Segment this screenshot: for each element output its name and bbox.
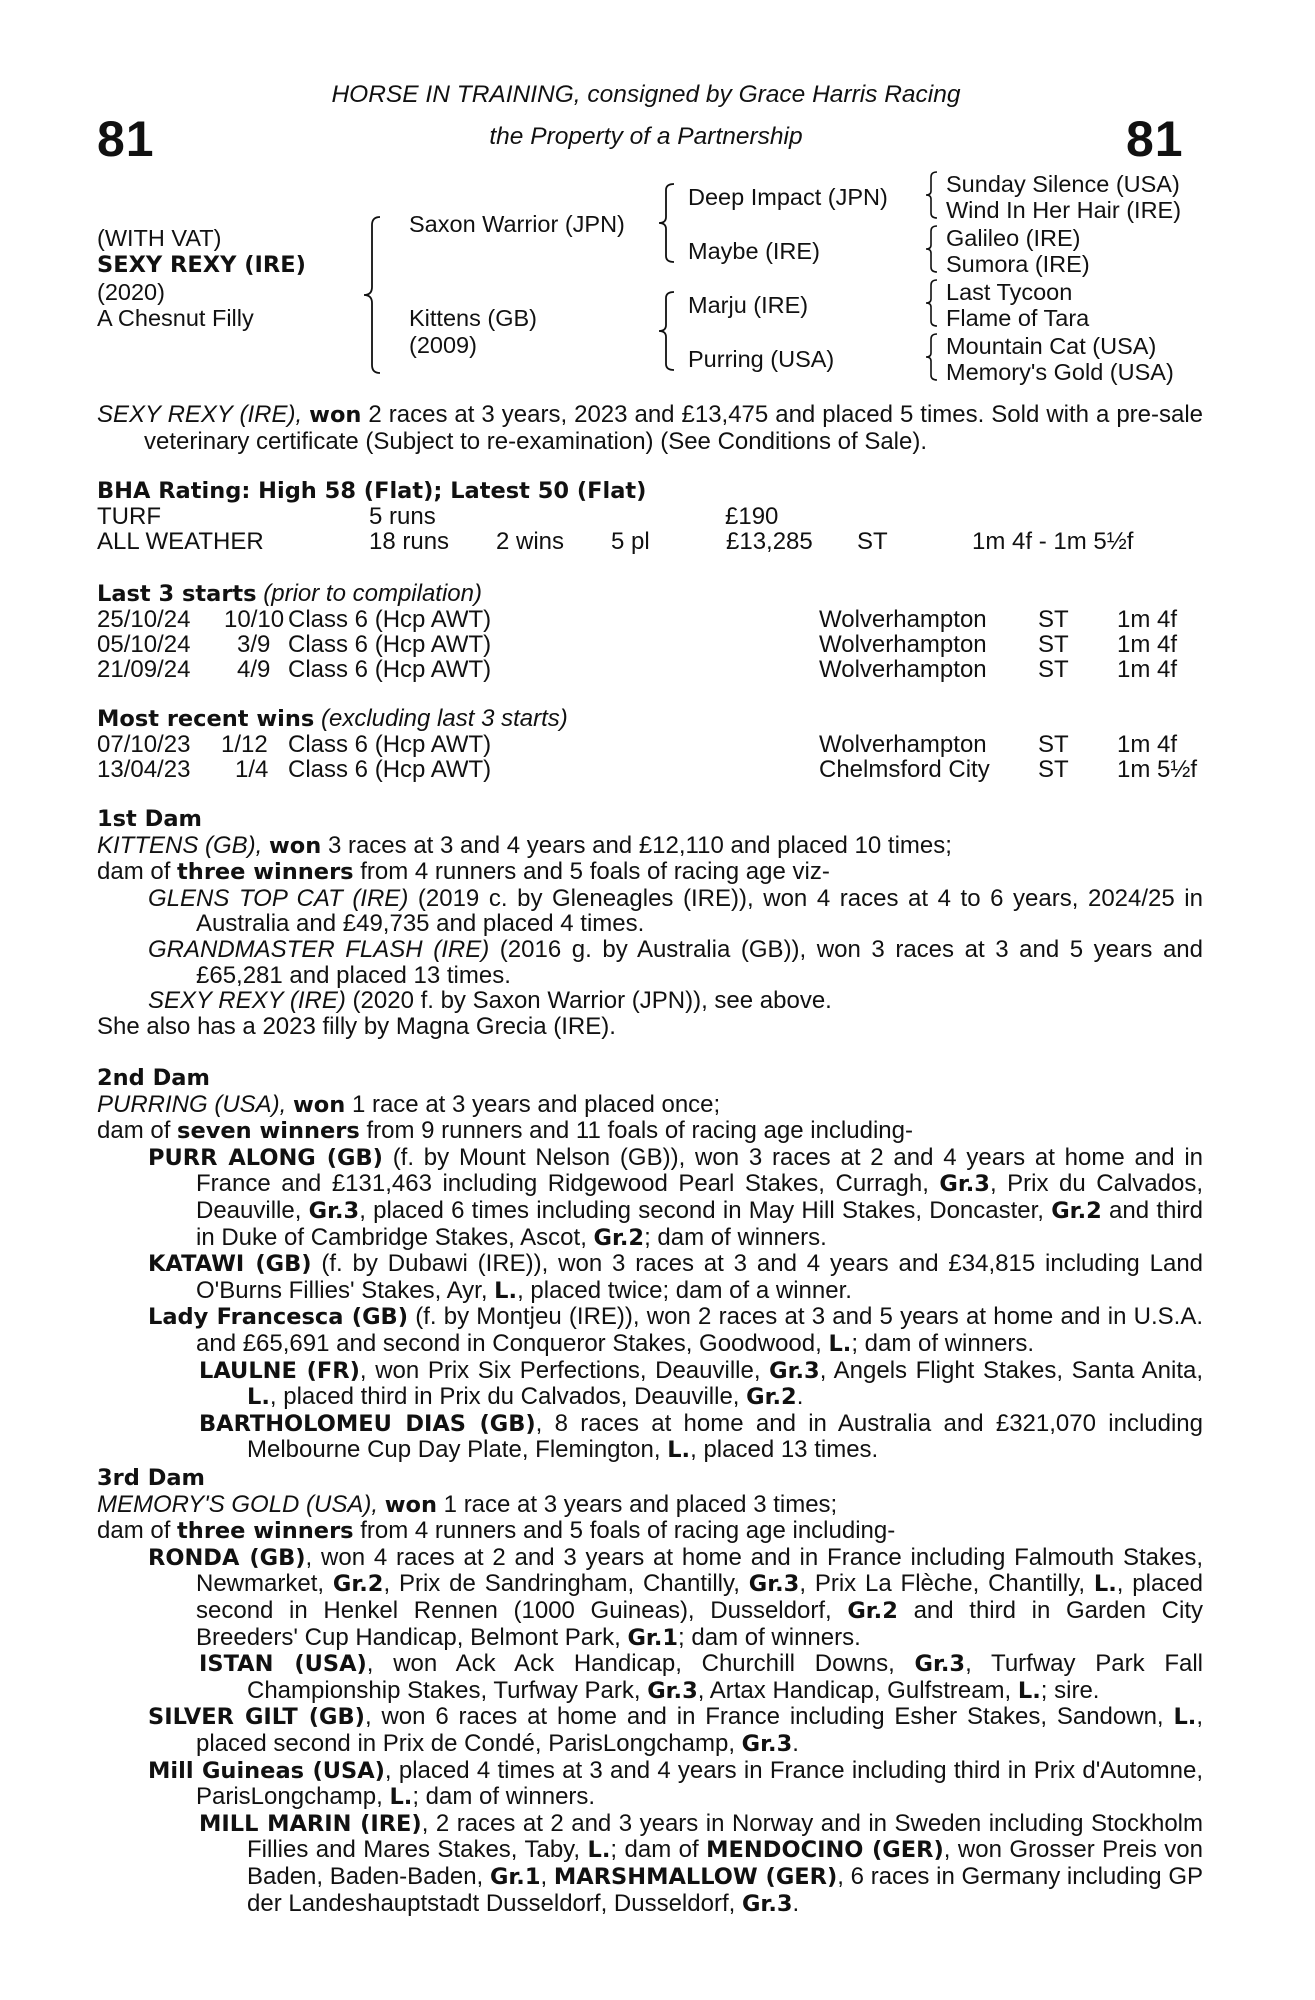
summary-text: 2 races at 3 years, 2023 and £13,475 and placed 5 times. Sold with a pre-sale veterinary certificate (Subject to re-examination) (See Conditions of Sale).: [144, 401, 1204, 455]
recent-heading: [97, 706, 568, 733]
pedigree-brace-sire: [656, 182, 678, 264]
progeny-text: ; sire.: [1040, 1676, 1100, 1704]
third-dam-runners: from 4 runners and 5 foals of racing age including-: [360, 1517, 896, 1545]
progeny-text: (f. by Mount Nelson (GB)), won 3 races at 2 and 4 years at home and in France and £131,463 including Ridgewood Pearl Stakes, Curragh,: [196, 1143, 1204, 1198]
progeny-entry: [148, 988, 1203, 1014]
progeny-entry: [148, 1704, 1203, 1757]
win-position: 1/4: [235, 756, 269, 783]
race-grade: Gr.2: [332, 1571, 384, 1598]
second-dam-won: won: [293, 1091, 346, 1118]
race-grade: L.: [389, 1784, 413, 1811]
pedigree-dam-dam: Purring (USA): [688, 346, 835, 372]
progeny-record: (2020 f. by Saxon Warrior (JPN)), see above.: [352, 987, 832, 1015]
third-dam-record: 1 race at 3 years and placed 3 times;: [443, 1490, 838, 1518]
second-dam-winners: seven winners: [177, 1118, 360, 1145]
progeny-text: ; dam of winners.: [412, 1783, 596, 1811]
progeny-entry: [148, 886, 1203, 937]
second-dam-record: 1 race at 3 years and placed once;: [351, 1090, 721, 1118]
race-grade: L.: [1093, 1571, 1117, 1598]
last3-heading: [97, 581, 482, 608]
race-grade: Gr.3: [647, 1677, 698, 1704]
progeny-name: LAULNE (FR): [199, 1357, 360, 1384]
first-dam-winners: three winners: [177, 859, 354, 886]
pedigree-gg-8: Memory's Gold (USA): [946, 359, 1174, 385]
race-grade: Gr.2: [746, 1384, 797, 1411]
progeny-entry: [199, 1651, 1203, 1704]
progeny-entry: [199, 1358, 1203, 1411]
recent-title: Most recent wins: [97, 706, 315, 732]
progeny-text: .: [792, 1729, 799, 1757]
pedigree-sire-sire: Deep Impact (JPN): [688, 184, 888, 210]
first-dam-runners: from 4 runners and 5 foals of racing age viz-: [360, 858, 830, 886]
progeny-entry: [199, 1411, 1203, 1464]
win-course: Wolverhampton: [819, 731, 987, 758]
race-grade: Gr.3: [748, 1571, 800, 1598]
win-going: ST: [1038, 756, 1069, 783]
first-dam-section: [97, 807, 1203, 1039]
progeny-text: , placed second in Prix de Condé, ParisLongchamp,: [196, 1703, 1204, 1757]
third-dam-winners: three winners: [177, 1518, 354, 1545]
progeny-name: ISTAN (USA): [199, 1651, 367, 1678]
race-grade: Gr.3: [914, 1651, 966, 1678]
rating-places: 5 pl: [611, 528, 650, 555]
progeny-highlight: MARSHMALLOW (GER): [553, 1863, 838, 1890]
progeny-record: (2016 g. by Australia (GB)), won 3 races at 3 and 5 years and £65,281 and placed 13 times.: [196, 935, 1203, 989]
rating-earnings: £13,285: [726, 528, 813, 555]
pedigree-sire: Saxon Warrior (JPN): [409, 211, 625, 237]
progeny-entry: [148, 1545, 1203, 1651]
pedigree-dam-sire: Marju (IRE): [688, 292, 809, 318]
progeny-name: BARTHOLOMEU DIAS (GB): [199, 1410, 536, 1437]
race-grade: Gr.2: [593, 1224, 645, 1251]
rating-runs: 18 runs: [369, 528, 450, 555]
progeny-entry: [148, 1251, 1203, 1304]
progeny-record: (2019 c. by Gleneagles (IRE)), won 4 races at 4 to 6 years, 2024/25 in Australia and £49,735 and placed 4 times.: [196, 884, 1203, 938]
pedigree-sire-dam: Maybe (IRE): [688, 238, 820, 264]
race-grade: Gr.2: [847, 1597, 898, 1624]
first-dam-heading: 1st Dam: [97, 806, 202, 832]
progeny-text: .: [792, 1889, 800, 1917]
pedigree-brace-gg3: [924, 278, 940, 328]
lot-number-left: 81: [97, 111, 155, 167]
last3-row: [97, 631, 1217, 657]
second-dam-of: dam of: [97, 1117, 171, 1145]
rating-row-aw: [97, 528, 1217, 554]
race-grade: Gr.3: [769, 1357, 820, 1384]
progeny-entry: [148, 1758, 1203, 1811]
first-dam-name: KITTENS (GB),: [97, 831, 263, 859]
race-grade: L.: [587, 1837, 611, 1864]
win-distance: 1m 4f: [1117, 731, 1178, 758]
pedigree-brace-gg4: [924, 332, 940, 382]
progeny-text: , Prix du Calvados, Deauville,: [196, 1170, 1203, 1224]
third-dam-section: [97, 1466, 1203, 1917]
rating-distance: 1m 4f - 1m 5½f: [972, 528, 1134, 555]
lot-number-right: 81: [1126, 111, 1184, 167]
horse-year: (2020): [97, 279, 165, 305]
progeny-text: , Prix La Flèche, Chantilly,: [799, 1570, 1086, 1598]
property-line: the Property of a Partnership: [489, 123, 803, 150]
recent-row: [97, 731, 1217, 757]
progeny-entry: [148, 1145, 1203, 1251]
pedigree-gg-5: Last Tycoon: [946, 279, 1073, 305]
last3-row: [97, 656, 1217, 682]
start-date: 05/10/24: [97, 631, 191, 658]
start-date: 25/10/24: [97, 606, 191, 633]
summary-won: won: [309, 402, 362, 428]
pedigree-gg-2: Wind In Her Hair (IRE): [946, 197, 1182, 223]
summary-horse-name: SEXY REXY (IRE),: [97, 401, 303, 428]
rating-wins: 2 wins: [496, 528, 565, 555]
race-grade: Gr.1: [489, 1863, 541, 1890]
race-grade: L.: [494, 1277, 518, 1304]
progeny-text: , placed third in Prix du Calvados, Deauville,: [269, 1383, 740, 1411]
progeny-text: , placed twice; dam of a winner.: [517, 1276, 852, 1304]
first-dam-of: dam of: [97, 858, 171, 886]
progeny-text: , 8 races at home and in Australia and £321,070 including Melbourne Cup Day Plate, Flemington,: [247, 1409, 1203, 1464]
third-dam-name: MEMORY'S GOLD (USA),: [97, 1490, 379, 1518]
rating-surface: ALL WEATHER: [97, 528, 264, 555]
progeny-name: SEXY REXY (IRE): [148, 987, 346, 1015]
start-course: Wolverhampton: [819, 606, 987, 633]
progeny-name: GLENS TOP CAT (IRE): [148, 884, 409, 912]
horse-description: A Chesnut Filly: [97, 305, 254, 331]
start-going: ST: [1038, 606, 1069, 633]
race-grade: L.: [1017, 1677, 1041, 1704]
last3-row: [97, 606, 1217, 632]
pedigree-brace-gg1: [924, 170, 940, 220]
progeny-text: , Artax Handicap, Gulfstream,: [697, 1676, 1012, 1704]
race-grade: L.: [247, 1384, 270, 1411]
recent-row: [97, 756, 1217, 782]
race-grade: Gr.1: [627, 1624, 679, 1651]
pedigree-brace-main: [360, 215, 384, 375]
progeny-text: , won 6 races at home and in France including Esher Stakes, Sandown,: [364, 1703, 1164, 1731]
progeny-text: ; dam of: [610, 1836, 699, 1864]
progeny-entry: [199, 1811, 1203, 1917]
vat-label: (WITH VAT): [97, 225, 222, 251]
race-grade: Gr.3: [308, 1197, 360, 1224]
pedigree-gg-1: Sunday Silence (USA): [946, 171, 1180, 197]
progeny-entry: [148, 1304, 1203, 1357]
third-dam-heading: 3rd Dam: [97, 1465, 205, 1491]
last3-title: Last 3 starts: [97, 581, 257, 607]
start-going: ST: [1038, 631, 1069, 658]
second-dam-heading: 2nd Dam: [97, 1065, 210, 1091]
progeny-text: , placed 6 times including second in May Hill Stakes, Doncaster,: [359, 1196, 1044, 1224]
recent-note: (excluding last 3 starts): [320, 705, 568, 732]
progeny-text: , Prix de Sandringham, Chantilly,: [383, 1570, 740, 1598]
progeny-name: GRANDMASTER FLASH (IRE): [148, 935, 490, 963]
start-distance: 1m 4f: [1117, 631, 1178, 658]
first-dam-note: She also has a 2023 filly by Magna Grecia (IRE).: [97, 1012, 616, 1040]
consignor-line: HORSE IN TRAINING, consigned by Grace Harris Racing: [331, 81, 961, 108]
race-grade: L.: [1173, 1704, 1197, 1731]
rating-going: ST: [857, 528, 888, 555]
summary-paragraph: [97, 402, 1203, 454]
rating-row-turf: [97, 503, 1217, 529]
progeny-text: (f. by Montjeu (IRE)), won 2 races at 3 and 5 years at home and in U.S.A. and £65,691 and second in Conqueror Stakes, Goodwood,: [196, 1303, 1203, 1357]
third-dam-won: won: [384, 1491, 437, 1518]
pedigree-gg-4: Sumora (IRE): [946, 251, 1090, 277]
race-grade: Gr.2: [1051, 1197, 1102, 1224]
progeny-text: .: [796, 1383, 804, 1411]
progeny-text: ,: [540, 1862, 548, 1890]
pedigree-brace-gg2: [924, 224, 940, 274]
progeny-name: PURR ALONG (GB): [148, 1144, 383, 1171]
rating-runs: 5 runs: [369, 503, 436, 530]
last3-note: (prior to compilation): [263, 580, 482, 607]
progeny-text: and third in Duke of Cambridge Stakes, Ascot,: [196, 1196, 1204, 1251]
start-position: 3/9: [237, 631, 271, 658]
progeny-entry: [148, 937, 1203, 988]
progeny-name: Lady Francesca (GB): [148, 1304, 408, 1331]
progeny-text: , Angels Flight Stakes, Santa Anita,: [819, 1356, 1203, 1384]
pedigree-dam: Kittens (GB): [409, 305, 537, 331]
progeny-highlight: MENDOCINO (GER): [706, 1837, 944, 1864]
progeny-text: , placed 13 times.: [690, 1436, 879, 1464]
progeny-text: (f. by Dubawi (IRE)), won 3 races at 3 and 4 years and £34,815 including Land O'Burns Fillies' Stakes, Ayr,: [196, 1250, 1204, 1304]
start-position: 10/10: [224, 606, 285, 633]
progeny-text: , 2 races at 2 and 3 years in Norway and in Sweden including Stockholm Fillies and Mares Stakes, Taby,: [247, 1809, 1203, 1864]
progeny-name: Mill Guineas (USA): [148, 1757, 385, 1784]
win-course: Chelmsford City: [819, 756, 990, 783]
race-grade: Gr.3: [939, 1171, 990, 1198]
second-dam-runners: from 9 runners and 11 foals of racing age including-: [366, 1117, 913, 1145]
rating-earnings: £190: [725, 503, 779, 530]
win-class: Class 6 (Hcp AWT): [288, 731, 492, 758]
start-class: Class 6 (Hcp AWT): [288, 631, 492, 658]
race-grade: L.: [828, 1330, 852, 1357]
pedigree-brace-dam: [656, 290, 678, 372]
progeny-text: , won 4 races at 2 and 3 years at home and in France including Falmouth Stakes, Newmarket,: [196, 1543, 1204, 1598]
progeny-text: ; dam of winners.: [851, 1329, 1035, 1357]
race-grade: L.: [667, 1437, 691, 1464]
second-dam-section: [97, 1066, 1203, 1464]
first-dam-won: won: [269, 832, 322, 859]
third-dam-of: dam of: [97, 1517, 171, 1545]
start-distance: 1m 4f: [1117, 606, 1178, 633]
pedigree-gg-6: Flame of Tara: [946, 305, 1090, 331]
win-going: ST: [1038, 731, 1069, 758]
start-position: 4/9: [237, 656, 271, 683]
progeny-text: , Turfway Park Fall Championship Stakes, Turfway Park,: [247, 1650, 1204, 1704]
progeny-name: MILL MARIN (IRE): [199, 1810, 422, 1837]
progeny-text: ; dam of winners.: [644, 1223, 827, 1251]
start-course: Wolverhampton: [819, 656, 987, 683]
race-grade: Gr.3: [741, 1730, 793, 1757]
win-distance: 1m 5½f: [1117, 756, 1198, 783]
win-date: 13/04/23: [97, 756, 191, 783]
pedigree-gg-7: Mountain Cat (USA): [946, 333, 1157, 359]
pedigree-dam-year: (2009): [409, 332, 477, 358]
win-class: Class 6 (Hcp AWT): [288, 756, 492, 783]
pedigree-gg-3: Galileo (IRE): [946, 225, 1081, 251]
start-course: Wolverhampton: [819, 631, 987, 658]
progeny-name: KATAWI (GB): [148, 1251, 312, 1278]
win-position: 1/12: [221, 731, 268, 758]
progeny-text: ; dam of winners.: [678, 1623, 861, 1651]
progeny-text: , won Ack Ack Handicap, Churchill Downs,: [366, 1650, 895, 1678]
second-dam-name: PURRING (USA),: [97, 1090, 287, 1118]
rating-surface: TURF: [97, 503, 161, 530]
horse-name: SEXY REXY (IRE): [97, 252, 306, 278]
win-date: 07/10/23: [97, 731, 191, 758]
start-going: ST: [1038, 656, 1069, 683]
start-class: Class 6 (Hcp AWT): [288, 606, 492, 633]
start-class: Class 6 (Hcp AWT): [288, 656, 492, 683]
progeny-text: , placed second in Henkel Rennen (1000 Guineas), Dusseldorf,: [196, 1570, 1204, 1624]
progeny-text: , won Prix Six Perfections, Deauville,: [359, 1356, 761, 1384]
bha-rating-title: BHA Rating: High 58 (Flat); Latest 50 (Flat): [97, 478, 647, 504]
progeny-name: RONDA (GB): [148, 1544, 306, 1571]
start-date: 21/09/24: [97, 656, 191, 683]
progeny-name: SILVER GILT (GB): [148, 1704, 365, 1731]
race-grade: Gr.3: [741, 1890, 793, 1917]
progeny-text: , won Grosser Preis von Baden, Baden-Baden,: [247, 1836, 1203, 1890]
progeny-text: , 6 races in Germany including GP der Landeshauptstadt Dusseldorf, Dusseldorf,: [247, 1862, 1204, 1917]
first-dam-record: 3 races at 3 and 4 years and £12,110 and placed 10 times;: [327, 831, 952, 859]
progeny-text: , placed 4 times at 3 and 4 years in France including third in Prix d'Automne, ParisLongchamp,: [196, 1756, 1203, 1811]
start-distance: 1m 4f: [1117, 656, 1178, 683]
progeny-text: and third in Garden City Breeders' Cup Handicap, Belmont Park,: [196, 1596, 1204, 1651]
